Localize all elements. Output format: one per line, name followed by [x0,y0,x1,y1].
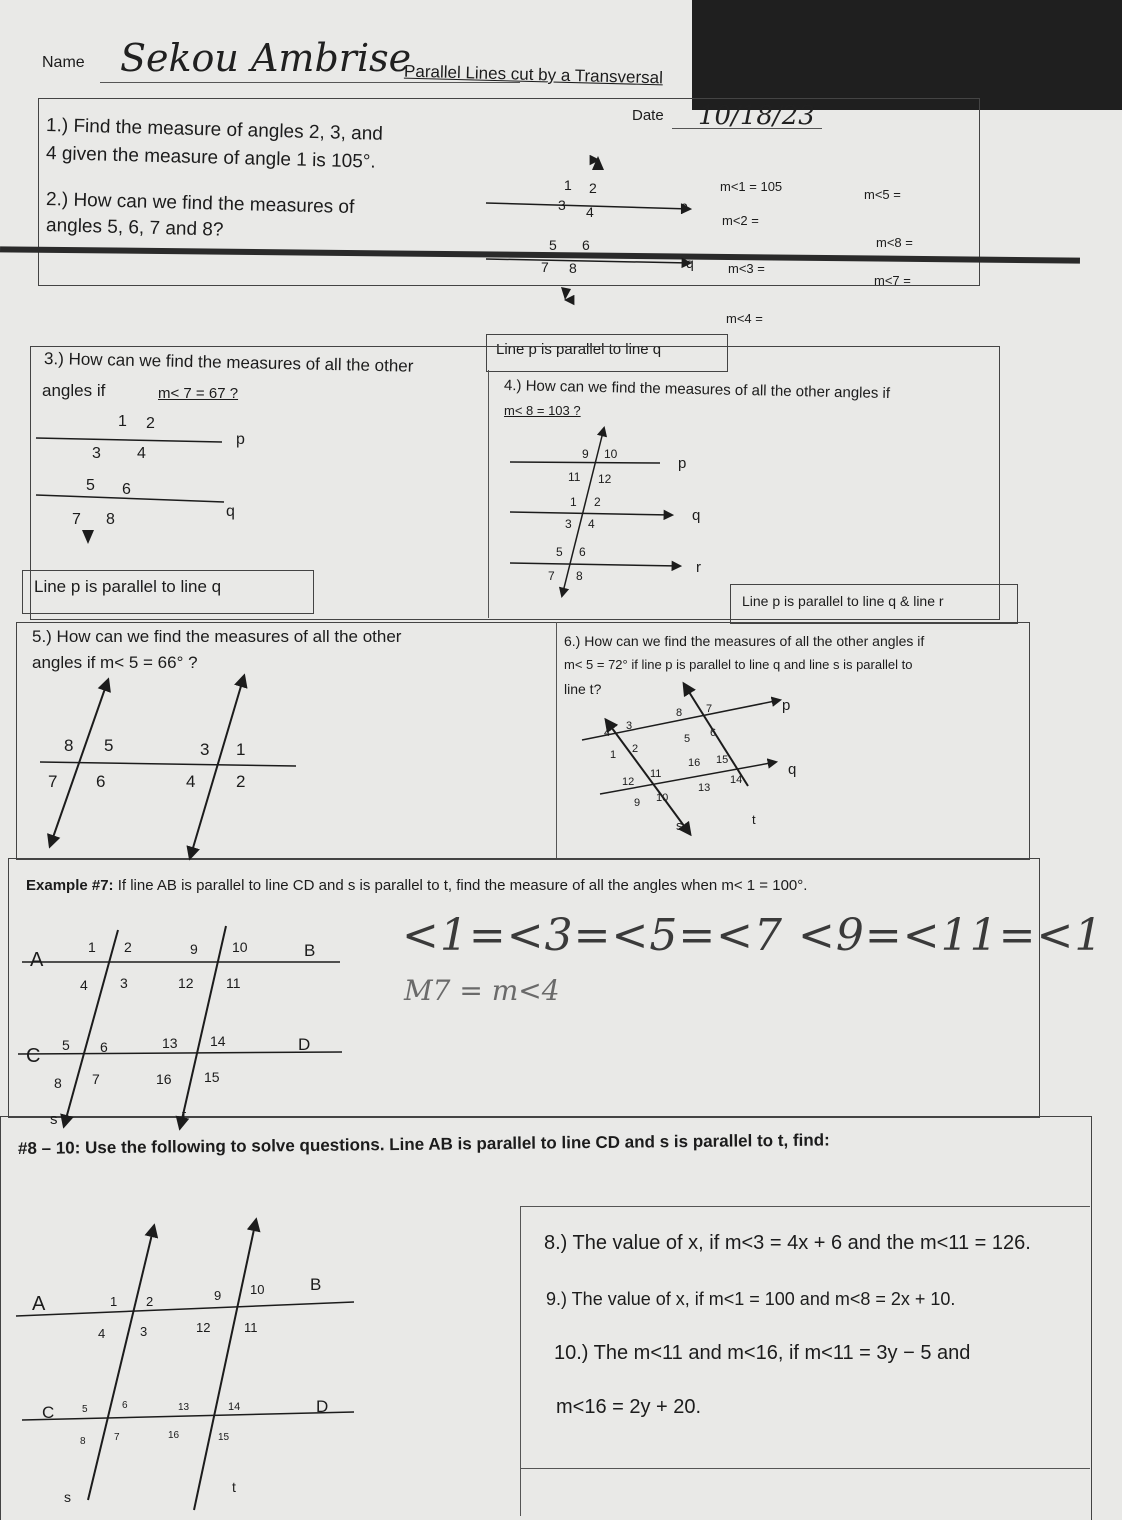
q7-handwritten-2: M7 = m<4 [404,974,560,1007]
q7-angle-11: 11 [226,975,241,991]
q7-angle-3: 3 [120,975,128,991]
q4-angle-11: 11 [568,470,581,484]
q6-angle-7: 7 [706,703,713,715]
q7-angle-5: 5 [62,1037,70,1053]
q7-angle-2: 2 [124,939,132,955]
q4-angle-9: 9 [582,447,589,461]
q8-10-angle-4: 4 [98,1326,106,1341]
q7-angle-13: 13 [162,1035,178,1051]
q4-angle-10: 10 [604,447,618,461]
name-handwritten: Sekou Ambrise [120,36,412,80]
fig1-angle-3: 3 [558,197,566,213]
q7-handwritten-1: <1=<3=<5=<7 <9=<11=<1 [402,910,1104,961]
q6-angle-12: 12 [622,776,635,788]
q7-angle-12: 12 [178,975,194,991]
q5-angle-2: 2 [236,772,246,791]
fig1-angle-4: 4 [586,204,594,220]
date-label: Date [632,107,664,124]
q4-line1: 4.) How can we find the measures of all the other angles if [503,377,891,403]
fig1-line-p-label: p [680,198,688,214]
q7-angle-7: 7 [92,1071,100,1087]
q3-angle-4: 4 [137,445,146,462]
q7-angle-15: 15 [204,1069,220,1085]
q6-line1: 6.) How can we find the measures of all the other angles if [564,633,925,649]
q3-line-q-label: q [226,503,235,520]
q8-10-angle-3: 3 [140,1324,148,1339]
q4-line-p-label: p [678,455,687,472]
fig1-caption: Line p is parallel to line q [496,341,662,358]
q5-angle-1: 1 [236,740,246,759]
q7-angle-9: 9 [190,941,198,957]
q8-10-angle-8: 8 [80,1436,86,1447]
q7-angle-14: 14 [210,1033,226,1049]
q5-angle-6: 6 [96,772,106,791]
q8-10-angle-2: 2 [146,1294,154,1309]
q5-angle-5: 5 [104,736,114,755]
q8-text: 8.) The value of x, if m<3 = 4x + 6 and the m<11 = 126. [544,1232,1031,1254]
fig1-line-q-label: q [686,255,694,271]
q3-angle-3: 3 [92,445,101,462]
fig1-angle-7: 7 [541,259,549,275]
q7-angle-6: 6 [100,1039,108,1055]
answer-m8: m<8 = [876,235,913,250]
q6-angle-3: 3 [626,720,633,732]
q7-line-s-label: s [50,1111,58,1128]
answer-m2: m<2 = [722,213,759,228]
q2-line2: angles 5, 6, 7 and 8? [45,215,224,241]
q5-angle-7: 7 [48,772,58,791]
q8-10-point-C: C [42,1403,55,1422]
q4-angle-1: 1 [570,495,577,509]
q4-angle-12: 12 [598,472,612,486]
fig1-angle-1: 1 [564,177,572,193]
q4-condition: m< 8 = 103 ? [504,403,581,418]
q6-angle-13: 13 [698,782,711,794]
q8-10-angle-1: 1 [110,1294,118,1309]
q6-angle-16: 16 [688,757,701,769]
q4-line-r-label: r [696,559,701,576]
q3-angle-1: 1 [118,413,127,430]
q3-line1: 3.) How can we find the measures of all the other [43,349,414,376]
fig1-angle-8: 8 [569,260,577,276]
q1-line2: 4 given the measure of angle 1 is 105°. [45,143,376,173]
q3-caption: Line p is parallel to line q [34,577,222,596]
q10-line1: 10.) The m<11 and m<16, if m<11 = 3y − 5 and [554,1342,971,1364]
answer-m4: m<4 = [726,311,763,326]
answer-m5: m<5 = [864,187,901,202]
q4-line-q-label: q [692,507,701,524]
worksheet-title: Parallel Lines cut by a Transversal [403,61,664,88]
q8-10-point-A: A [32,1293,46,1315]
q7-prompt: If line AB is parallel to line CD and s is parallel to t, find the measure of all the angles when m< 1 = 100°. [113,877,808,894]
q4-angle-4: 4 [588,517,595,531]
q6-angle-2: 2 [632,743,639,755]
fig1-arrow-down [561,287,571,300]
q4-angle-5: 5 [556,545,563,559]
q8-10-angle-16: 16 [168,1430,180,1441]
q6-angle-1: 1 [610,749,617,761]
q7-angle-8: 8 [54,1075,62,1091]
q8-10-prompt: Use the following to solve questions. Line AB is parallel to line CD and s is parallel to t, find: [80,1130,830,1158]
q4-angle-2: 2 [594,495,601,509]
q6-line-s-label: s [676,818,683,833]
q8-10-label: #8 – 10: [17,1138,81,1158]
q6-angle-8: 8 [676,707,683,719]
q10-line2: m<16 = 2y + 20. [556,1396,702,1418]
q6-angle-4: 4 [604,727,611,739]
q8-10-point-D: D [316,1397,329,1416]
q7-line-t-label: t [182,1107,187,1124]
q7-point-A: A [30,949,44,971]
q3-angle-5: 5 [86,477,95,494]
fig1-angle-2: 2 [589,180,597,196]
q8-10-angle-9: 9 [214,1288,222,1303]
q1-line1: 1.) Find the measure of angles 2, 3, and [45,115,384,145]
q5-angle-4: 4 [186,772,196,791]
q7-point-D: D [298,1035,311,1054]
date-handwritten: 10/18/23 [698,101,815,131]
q8-10-point-B: B [310,1275,322,1294]
q6-line2: m< 5 = 72° if line p is parallel to line q and line s is parallel to [564,657,913,672]
q7-point-C: C [26,1045,41,1067]
q8-10-angle-5: 5 [82,1404,88,1415]
answer-m3: m<3 = [728,261,765,276]
q7-angle-1: 1 [88,939,96,955]
q3-angle-2: 2 [146,415,155,432]
q9-text: 9.) The value of x, if m<1 = 100 and m<8 = 2x + 10. [546,1289,956,1309]
q6-line-p-label: p [782,697,791,714]
q7-point-B: B [304,941,316,960]
q5-angle-8: 8 [64,736,74,755]
q5-line2: angles if m< 5 = 66° ? [32,653,198,672]
q8-10-angle-11: 11 [244,1320,258,1335]
q6-line-t-label: t [752,812,756,827]
q6-angle-6: 6 [710,727,717,739]
fig1-transversal [566,156,598,300]
q8-10-angle-6: 6 [122,1400,128,1411]
q5-line1: 5.) How can we find the measures of all the other [32,627,402,646]
q3-condition: m< 7 = 67 ? [158,385,239,402]
answer-m1: m<1 = 105 [720,179,783,194]
q7-label: Example #7: [26,877,114,894]
answer-m7: m<7 = [874,273,911,288]
q8-10-angle-10: 10 [250,1282,265,1297]
q8-10-angle-15: 15 [218,1432,230,1443]
q8-10-line-t-label: t [232,1479,236,1495]
q8-10-angle-12: 12 [196,1320,211,1335]
fig1-angle-6: 6 [582,237,590,253]
q3-angle-8: 8 [106,511,115,528]
q2-line1: 2.) How can we find the measures of [45,189,355,219]
q6-line-q-label: q [788,761,797,778]
q8-10-angle-13: 13 [178,1402,190,1413]
q6-angle-11: 11 [650,768,662,780]
q7-angle-10: 10 [232,939,248,955]
fig1-arrow-up [592,156,604,170]
q8-10-angle-14: 14 [228,1401,241,1413]
q3-small-arrow [82,530,94,544]
q4-caption: Line p is parallel to line q & line r [742,593,944,609]
q6-angle-10: 10 [656,792,669,804]
q4-angle-8: 8 [576,569,583,583]
q4-angle-3: 3 [565,517,572,531]
q3-angle-7: 7 [72,511,81,528]
q3-line2: angles if [42,381,106,400]
q6-angle-15: 15 [716,754,729,766]
q6-angle-5: 5 [684,733,691,745]
q7-angle-16: 16 [156,1071,172,1087]
q6-angle-14: 14 [730,774,743,786]
q3-line-p-label: p [236,431,245,448]
q8-10-angle-7: 7 [114,1432,120,1443]
q7-angle-4: 4 [80,977,88,993]
q6-angle-9: 9 [634,797,641,809]
q6-line3: line t? [564,681,602,697]
q4-angle-7: 7 [548,569,555,583]
name-label: Name [42,54,85,71]
q3-angle-6: 6 [122,481,131,498]
q8-10-line-s-label: s [64,1489,71,1505]
q4-angle-6: 6 [579,545,586,559]
fig1-angle-5: 5 [549,237,557,253]
q5-angle-3: 3 [200,740,210,759]
